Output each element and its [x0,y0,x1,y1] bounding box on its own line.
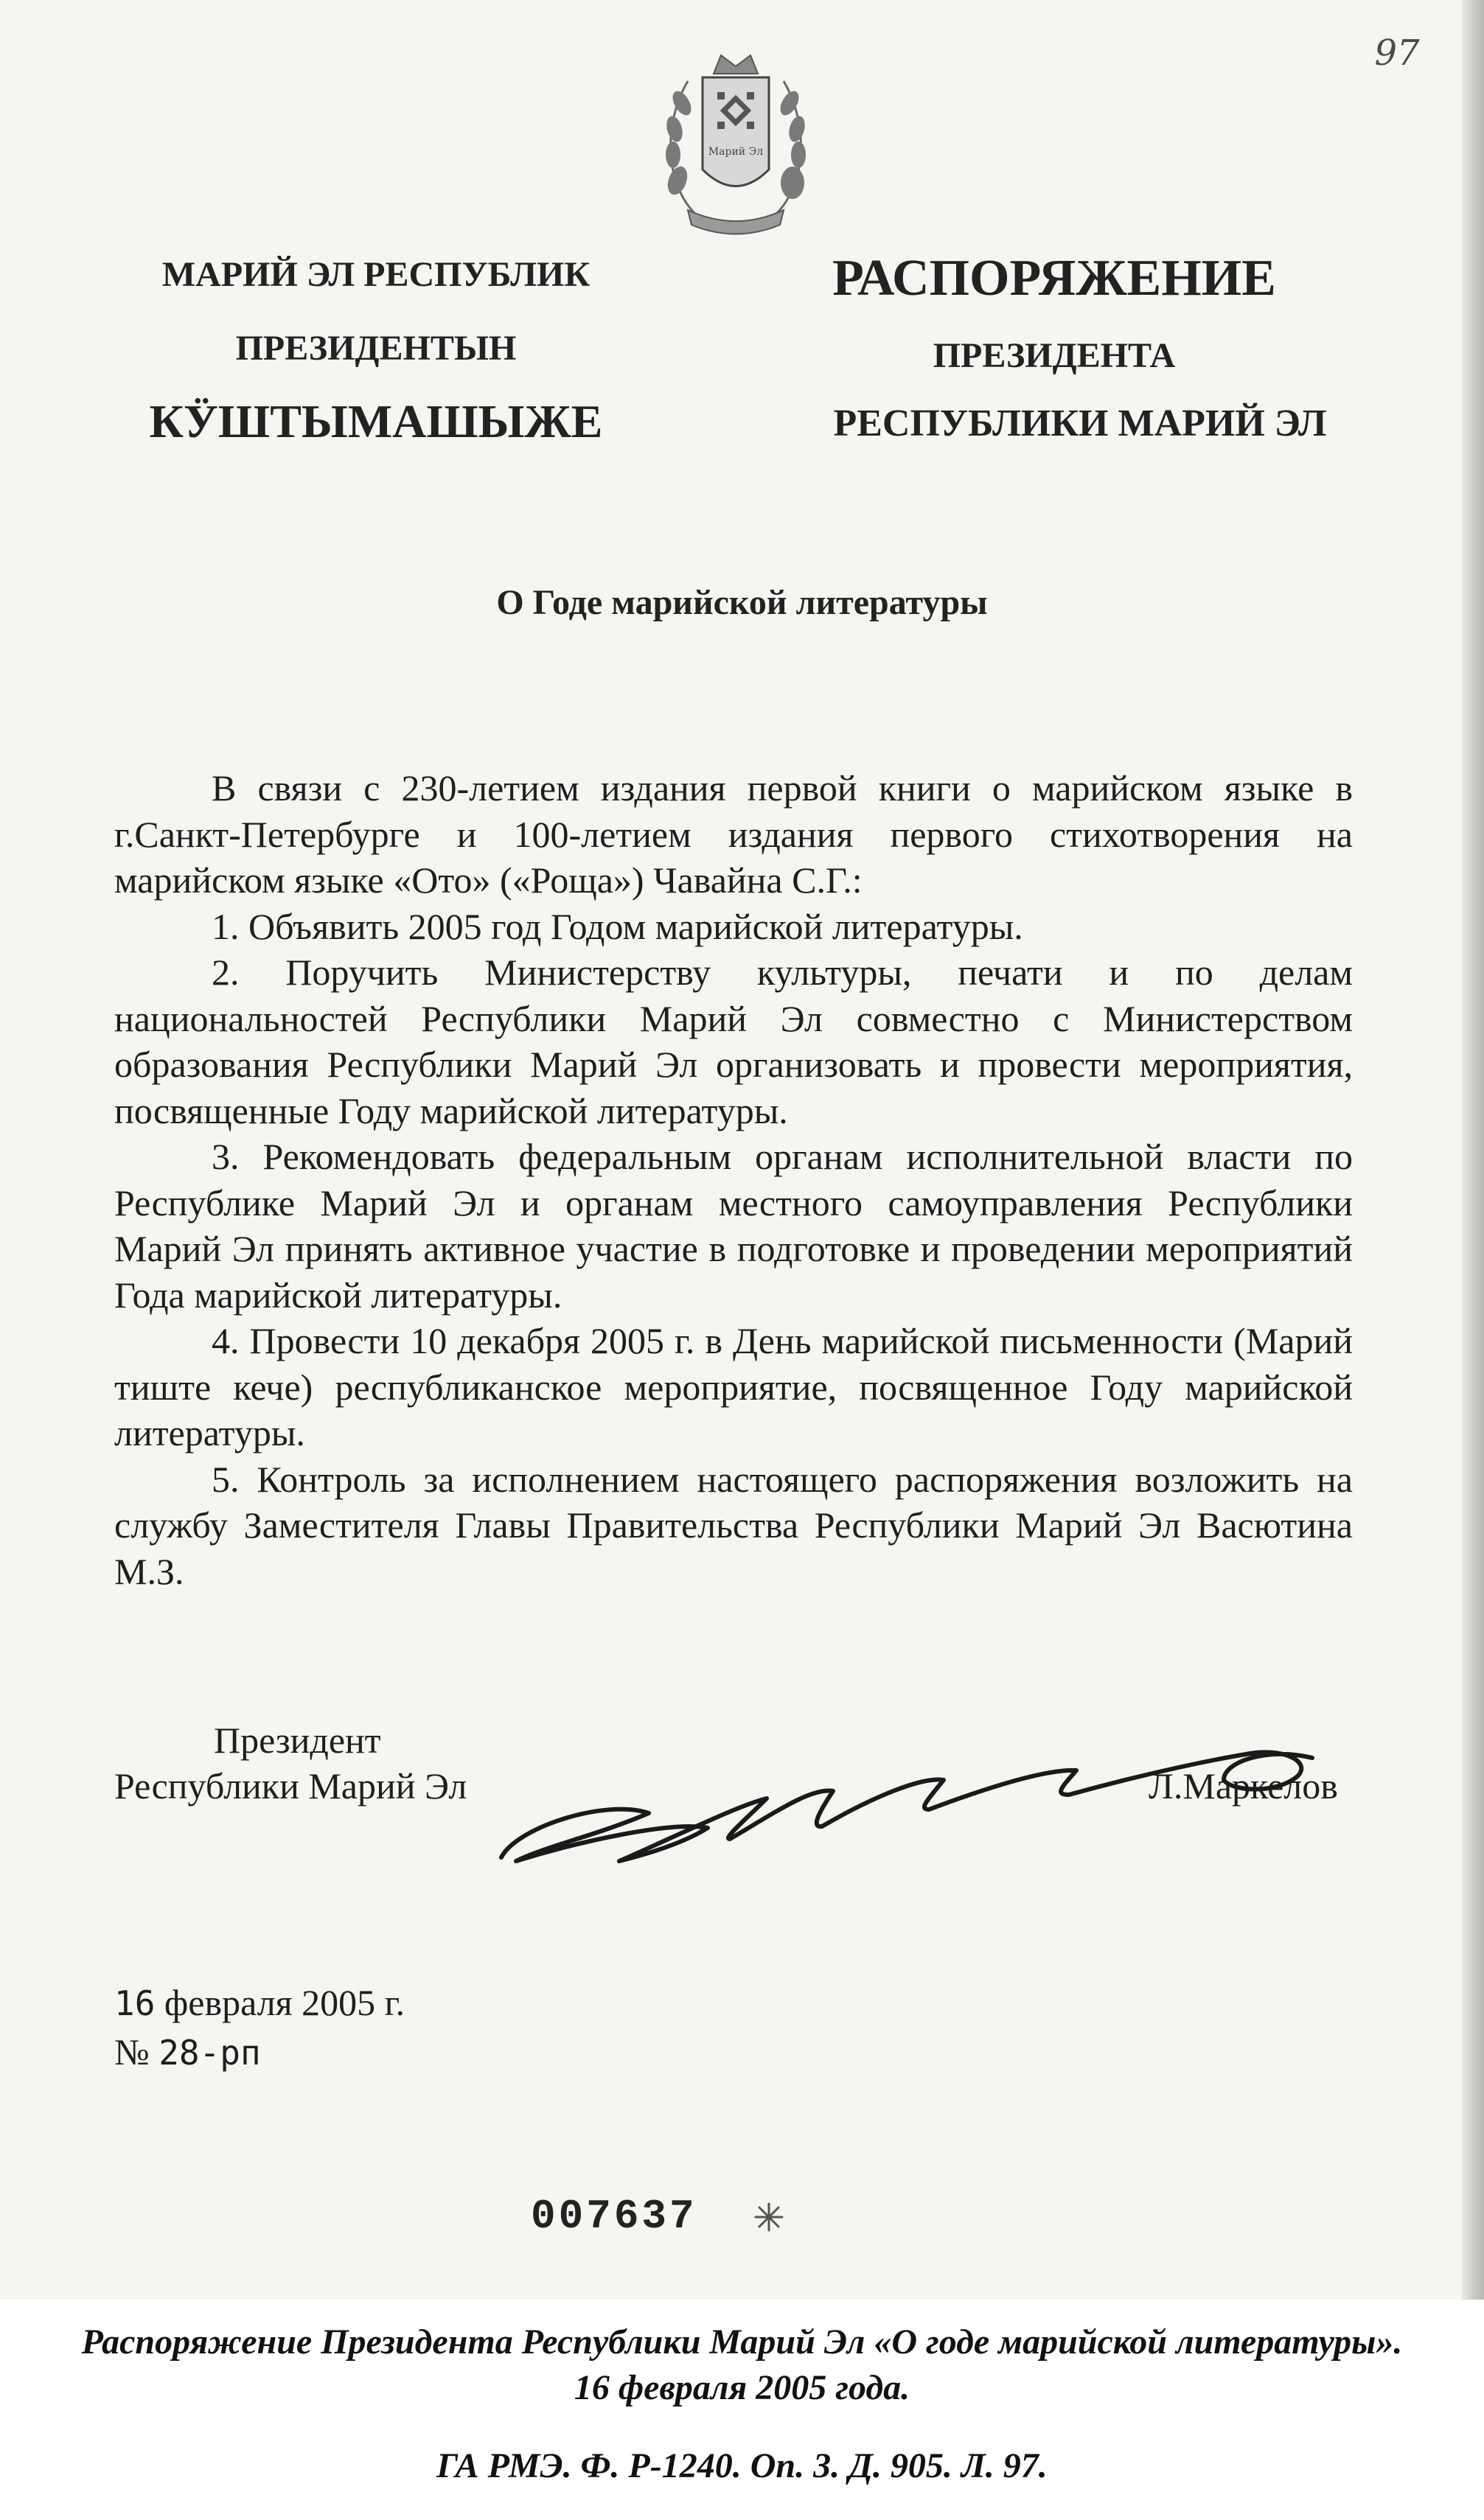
date-rest: февраля 2005 г. [155,1982,405,2023]
header-left-line1: МАРИЙ ЭЛ РЕСПУБЛИК [161,255,591,294]
form-serial-number: 007637 [531,2193,697,2240]
header-right-line2: ПРЕЗИДЕНТА [933,336,1176,375]
header-right-line1: РАСПОРЯЖЕНИЕ [832,250,1276,307]
svg-text:Марий Эл: Марий Эл [708,146,764,158]
paragraph-item-1: 1. Объявить 2005 год Годом марийской литературы. [212,905,1023,947]
coat-of-arms-icon [644,44,828,243]
svg-text:97: 97 [1374,32,1420,74]
page-spine-shadow [1462,0,1484,2300]
handwritten-signature-icon [487,1717,1393,1879]
paragraph-item-3: 3. Рекомендовать федеральным органам исполнительной власти по Республике Марий Эл и органам местного самоуправления Республики Марий Эл принять активное участие в подготовке и проведении мероприятий Года марийской литературы. [114,1136,1353,1316]
paragraph-preamble: В связи с 230-летием издания первой книги о марийском языке в г.Санкт-Петербурге и 100-летием издания первого стихотворения на марийском языке «Ото» («Роща») Чавайна С.Г.: [114,767,1353,901]
document-body [114,765,1353,1594]
archive-page-number [1364,28,1430,80]
signer-role-line2: Республики Марий Эл [114,1765,467,1807]
document-title: О Годе марийской литературы [496,583,988,622]
caption-archive-reference: ГА РМЭ. Ф. Р-1240. Оп. 3. Д. 905. Л. 97. [436,2446,1048,2485]
paragraph-item-2: 2. Поручить Министерству культуры, печати и по делам национальностей Республики Марий Эл совместно с Министерством образования Республики Марий Эл организовать и провести мероприятия, посвященные Году марийской литературы. [114,952,1353,1131]
asterisk-mark-icon [752,2200,786,2234]
date-day-stamp: 16 [114,1983,156,2023]
number-value-stamp: 28-рп [158,2033,261,2073]
caption-line2: 16 февраля 2005 года. [574,2368,910,2407]
number-label: № [114,2031,150,2073]
header-right-line3: РЕСПУБЛИКИ МАРИЙ ЭЛ [833,402,1327,444]
paragraph-item-5: 5. Контроль за исполнением настоящего распоряжения возложить на службу Заместителя Главы Правительства Республики Марий Эл Васютина М.З. [114,1458,1353,1592]
caption-line1: Распоряжение Президента Республики Марий Эл «О годе марийской литературы». [81,2322,1403,2362]
document-number [114,2031,261,2073]
header-left-line2: ПРЕЗИДЕНТЫН [235,329,517,368]
signer-name: Л.Маркелов [1149,1765,1338,1807]
signer-role-line1: Президент [214,1720,381,1761]
header-left-line3: КӰШТЫМАШЫЖЕ [149,395,603,447]
document-date [114,1981,405,2024]
paragraph-item-4: 4. Провести 10 декабря 2005 г. в День марийской письменности (Марий тиште кече) республиканское мероприятие, посвященное Году марийской литературы. [114,1320,1353,1453]
